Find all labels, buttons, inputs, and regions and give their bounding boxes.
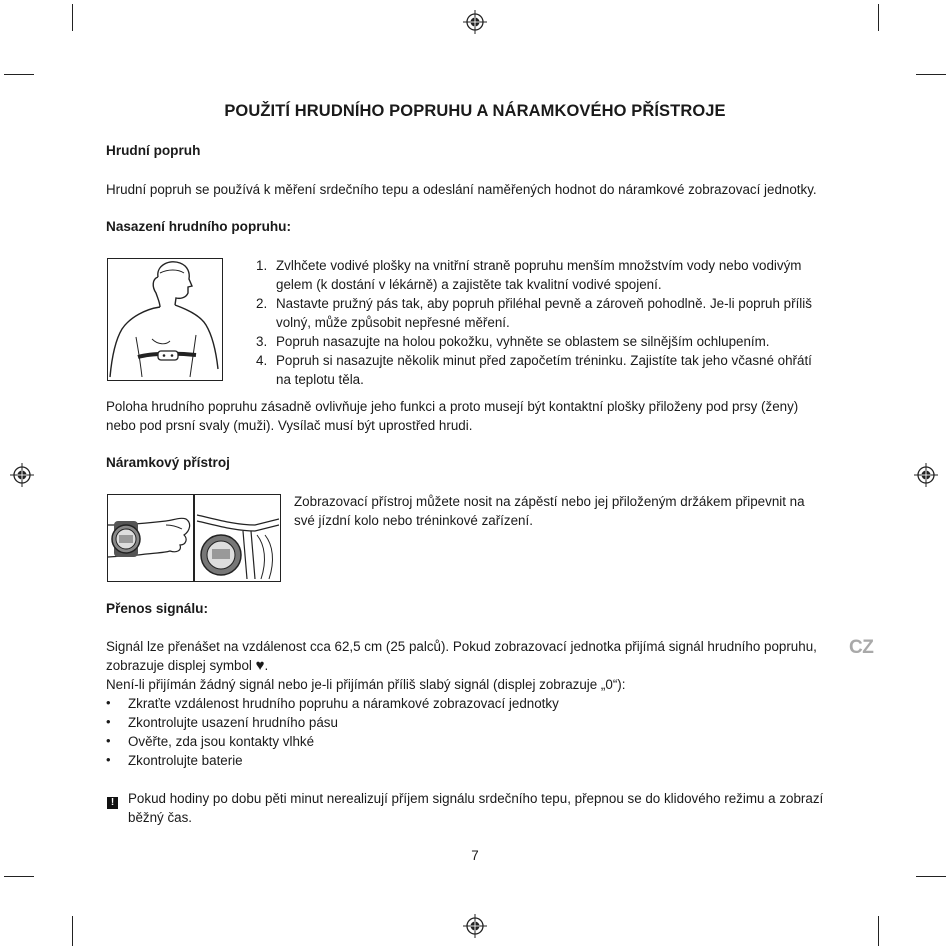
watch-on-wrist-icon bbox=[108, 495, 192, 580]
chest-strap-illustration bbox=[107, 258, 223, 381]
bullet-icon: • bbox=[106, 695, 111, 710]
crop-mark bbox=[4, 74, 34, 75]
signal-line-2-text: zobrazuje displej symbol bbox=[106, 658, 252, 673]
bike-mount-illustration bbox=[194, 494, 281, 582]
warning-line-2: běžný čas. bbox=[128, 810, 193, 825]
bullet-icon: • bbox=[106, 714, 111, 729]
page-number: 7 bbox=[471, 848, 479, 863]
crop-mark bbox=[72, 916, 73, 946]
signal-line-1: Signál lze přenášet na vzdálenost cca 62,5 cm (25 palců). Pokud zobrazovací jednotka přijímá signál hrudního popruhu, bbox=[106, 639, 817, 654]
registration-mark-icon bbox=[463, 10, 487, 34]
crop-mark bbox=[878, 4, 879, 31]
bullet-icon: • bbox=[106, 752, 111, 767]
wrist-unit-text-line-2: své jízdní kolo nebo tréninkové zařízení. bbox=[294, 513, 533, 528]
signal-line-2 bbox=[106, 656, 268, 675]
step-number: 1. bbox=[256, 258, 268, 273]
step-number: 2. bbox=[256, 296, 268, 311]
step-text: Popruh nasazujte na holou pokožku, vyhněte se oblastem se silnějším ochlupením. bbox=[276, 334, 770, 349]
signal-line-3: Není-li přijímán žádný signál nebo je-li přijímán příliš slabý signál (displej zobrazuje „0“): bbox=[106, 677, 626, 692]
bullet-icon: • bbox=[106, 733, 111, 748]
step-text: Popruh si nasazujte několik minut před započetím tréninku. Zajistíte tak jeho včasné ohřátí bbox=[276, 353, 812, 368]
position-note-line-2: nebo pod prsní svaly (muži). Vysílač musí být uprostřed hrudi. bbox=[106, 418, 473, 433]
language-tab: CZ bbox=[849, 637, 874, 658]
registration-mark-icon bbox=[463, 914, 487, 938]
section-heading-chest-strap: Hrudní popruh bbox=[106, 143, 201, 158]
chest-strap-intro: Hrudní popruh se používá k měření srdečního tepu a odeslání naměřených hodnot do náramkové zobrazovací jednotky. bbox=[106, 182, 817, 197]
subsection-heading-fitting: Nasazení hrudního popruhu: bbox=[106, 219, 292, 234]
crop-mark bbox=[878, 916, 879, 946]
warning-line-1: Pokud hodiny po dobu pěti minut nerealizují příjem signálu srdečního tepu, přepnou se do klidového režimu a zobrazí bbox=[128, 791, 824, 806]
heart-icon: ♥ bbox=[255, 657, 265, 674]
crop-mark bbox=[916, 876, 946, 877]
section-heading-wrist-unit: Náramkový přístroj bbox=[106, 455, 230, 470]
step-3-line-1 bbox=[256, 332, 770, 351]
wrist-unit-text-line-1: Zobrazovací přístroj můžete nosit na zápěstí nebo jej přiloženým držákem připevnit na bbox=[294, 494, 805, 509]
step-4-line-1 bbox=[256, 351, 812, 370]
step-1-line-2: gelem (k dostání v lékárně) a zajistěte tak kvalitní vodivé spojení. bbox=[276, 277, 662, 292]
step-4-line-2: na teplotu těla. bbox=[276, 372, 364, 387]
step-number: 4. bbox=[256, 353, 268, 368]
warning-icon bbox=[107, 792, 118, 810]
bullet-item: Zkontrolujte baterie bbox=[128, 753, 243, 768]
bullet-item: Zkraťte vzdálenost hrudního popruhu a náramkové zobrazovací jednotky bbox=[128, 696, 559, 711]
step-2-line-2: volný, může způsobit nepřesné měření. bbox=[276, 315, 510, 330]
bullet-item: Ověřte, zda jsou kontakty vlhké bbox=[128, 734, 315, 749]
wrist-watch-illustration bbox=[107, 494, 194, 582]
registration-mark-icon bbox=[914, 463, 938, 487]
crop-mark bbox=[916, 74, 946, 75]
crop-mark bbox=[72, 4, 73, 31]
section-heading-signal: Přenos signálu: bbox=[106, 601, 208, 616]
warning-mark: ! bbox=[107, 797, 118, 809]
bullet-item: Zkontrolujte usazení hrudního pásu bbox=[128, 715, 338, 730]
step-number: 3. bbox=[256, 334, 268, 349]
step-2-line-1 bbox=[256, 294, 812, 313]
page-title: POUŽITÍ HRUDNÍHO POPRUHU A NÁRAMKOVÉHO PŘÍSTROJE bbox=[224, 102, 726, 120]
crop-mark bbox=[4, 876, 34, 877]
step-text: Zvlhčete vodivé plošky na vnitřní straně popruhu menším množstvím vody nebo vodivým bbox=[276, 258, 802, 273]
step-text: Nastavte pružný pás tak, aby popruh přiléhal pevně a zároveň pohodlně. Je-li popruh příliš bbox=[276, 296, 812, 311]
signal-line-2-end: . bbox=[264, 658, 269, 673]
watch-on-bike-icon bbox=[195, 495, 279, 580]
registration-mark-icon bbox=[10, 463, 34, 487]
man-with-chest-strap-icon bbox=[108, 259, 221, 379]
step-1-line-1 bbox=[256, 256, 801, 275]
position-note-line-1: Poloha hrudního popruhu zásadně ovlivňuje jeho funkci a proto musejí být kontaktní plošky přiloženy pod prsy (ženy) bbox=[106, 399, 799, 414]
